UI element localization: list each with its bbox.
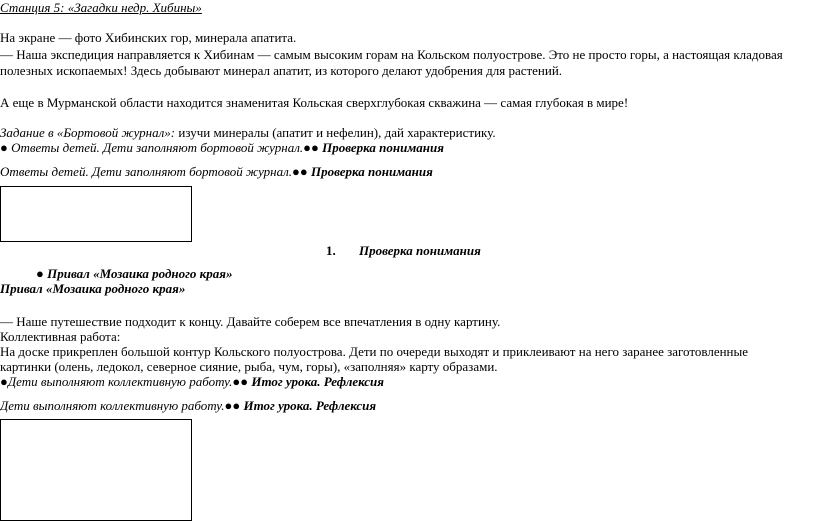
image-placeholder (0, 186, 192, 242)
collective-label: Коллективная работа: (0, 329, 121, 344)
halt-intro: — Наше путешествие подходит к концу. Давайте соберем все впечатления в одну картину. (0, 314, 501, 329)
halt-bullet-heading (36, 266, 232, 282)
double-bullet-icon: ●● (232, 374, 249, 389)
task-line (0, 125, 496, 141)
paragraph-line: — Наша экспедиция направляется к Хибинам — самым высоким горам на Кольском полуострове. Это не просто горы, а настоящая кладовая (0, 47, 783, 62)
bullet-icon: ● (0, 374, 8, 389)
bullet-icon: ● (0, 140, 8, 155)
numbered-heading (326, 243, 481, 259)
task-text: изучи минералы (апатит и нефелин), дай характеристику. (175, 125, 496, 140)
station-title: Станция 5: «Загадки недр. Хибины» (0, 0, 202, 15)
collective-work-text: Дети выполняют коллективную работу. (7, 374, 233, 389)
borehole-paragraph: А еще в Мурманской области находится знаменитая Кольская сверхглубокая скважина — самая глубокая в мире! (0, 95, 629, 110)
check-heading: Проверка понимания (322, 140, 444, 155)
collective-work-bulleted (0, 374, 384, 390)
answers-line (0, 164, 433, 180)
paragraph-line: полезных ископаемых! Здесь добывают минерал апатит, из которого делают удобрения для растений. (0, 63, 563, 78)
halt-heading: Привал «Мозаика родного края» (47, 266, 233, 281)
summary-heading: Итог урока. Рефлексия (243, 398, 377, 413)
double-bullet-icon: ●● (303, 140, 319, 155)
check-heading: Проверка понимания (359, 243, 481, 258)
collective-work-text: Дети выполняют коллективную работу. (0, 398, 225, 413)
answers-text: Ответы детей. Дети заполняют бортовой журнал. (0, 164, 293, 179)
bullet-icon: ● (36, 266, 44, 281)
halt-heading: Привал «Мозаика родного края» (0, 281, 186, 296)
collective-line: картинки (олень, ледокол, северное сияние, рыба, чум, горы), «заполняя» карту образами. (0, 359, 498, 374)
answers-line-bulleted (0, 140, 444, 156)
heading-number: 1. (326, 243, 336, 258)
answers-text: Ответы детей. Дети заполняют бортовой журнал. (11, 140, 304, 155)
double-bullet-icon: ●● (224, 398, 241, 413)
check-heading: Проверка понимания (311, 164, 433, 179)
task-label: Задание в «Бортовой журнал»: (0, 125, 176, 140)
double-bullet-icon: ●● (292, 164, 308, 179)
summary-heading: Итог урока. Рефлексия (251, 374, 384, 389)
collective-line: На доске прикреплен большой контур Кольского полуострова. Дети по очереди выходят и приклеивают на него заранее заготовленные (0, 344, 749, 359)
collective-work-line (0, 398, 376, 414)
intro-text: На экране — фото Хибинских гор, минерала апатита. (0, 30, 297, 45)
image-placeholder (0, 419, 192, 521)
